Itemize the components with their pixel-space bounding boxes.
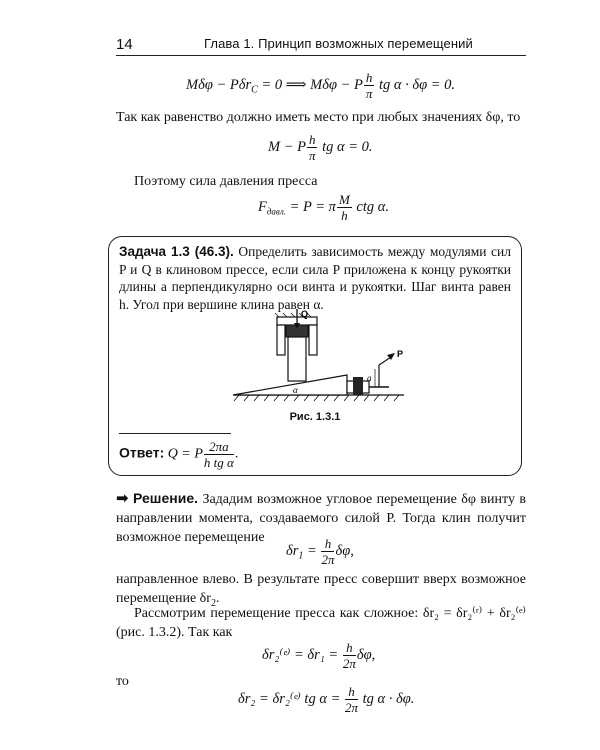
equation-4 <box>286 536 354 567</box>
eq3-fraction <box>337 192 352 223</box>
label-Q: Q <box>301 309 309 319</box>
figure-caption: Рис. 1.3.1 <box>289 411 341 423</box>
eq5-num: h <box>343 640 356 656</box>
eq3-right: ctg α. <box>352 198 389 215</box>
answer-num: 2πa <box>204 439 234 455</box>
eq6-num: h <box>345 684 358 700</box>
solution-text-1: Зададим возможное угловое перемещение δφ винту в направлении момента, создаваемого силой P. Тогда клин получит возможное перемещение <box>116 492 526 545</box>
eq5-fraction <box>343 640 356 671</box>
eq3-sub: давл. <box>266 206 286 217</box>
equation-3 <box>258 192 389 223</box>
task-title: Задача 1.3 (46.3). <box>119 244 234 259</box>
answer <box>119 439 238 470</box>
eq3-den: h <box>341 208 348 223</box>
answer-fraction <box>204 439 234 470</box>
eq4-sub: 1 <box>298 550 304 562</box>
header-rule <box>116 55 526 56</box>
solution-paragraph-3: Рассмотрим перемещение пресса как сложное: δr₂ = δr₂⁽ʳ⁾ + δr₂⁽ᵉ⁾ (рис. 1.3.2). Так как <box>116 606 526 640</box>
eq1-fraction <box>364 70 375 101</box>
eq1-mid: = 0 ⟹ Mδφ − P <box>257 76 363 93</box>
eq1-right: tg α · δφ = 0. <box>375 76 456 93</box>
eq6-fraction <box>345 684 358 715</box>
solution-text-2-sub: 2 <box>210 597 216 609</box>
answer-label: Ответ: <box>119 444 165 461</box>
task-box <box>108 236 522 476</box>
solution-arrow-icon: ➡ <box>116 490 129 507</box>
wedge-press-figure <box>229 309 419 409</box>
eq3-F: F <box>258 198 267 215</box>
eq4-fraction <box>321 536 334 567</box>
eq2-left: M − P <box>268 138 306 155</box>
chapter-title: Глава 1. Принцип возможных перемещений <box>204 36 473 51</box>
task-text: Определить зависимость между модулями сил P и Q в клиновом прессе, если сила P приложена к концу рукоятки длины a перпендикулярно оси винта и рукоятки. Шаг винта равен h. Угол при вершине клина равен α. <box>119 244 512 312</box>
paragraph-2: Поэтому сила давления пресса <box>134 174 318 189</box>
label-a: a <box>367 373 372 383</box>
solution-text-2-end: . <box>215 591 220 606</box>
equation-5 <box>262 640 375 671</box>
eq1-sub: C <box>251 84 258 96</box>
eq5-den: 2π <box>342 656 356 671</box>
word-to: то <box>116 674 129 689</box>
eq5-left: δr₂⁽ᵉ⁾ = δr₁ = <box>262 646 342 663</box>
equation-1 <box>186 70 455 101</box>
eq2-fraction <box>307 132 318 163</box>
eq4-mid: = <box>303 542 321 559</box>
answer-den: h tg α <box>203 455 234 470</box>
answer-rule <box>119 433 231 434</box>
eq2-right: tg α = 0. <box>318 138 373 155</box>
solution-text-2: направленное влево. В результате пресс совершит вверх возможное перемещение δr <box>116 572 526 606</box>
eq2-den: π <box>308 148 316 163</box>
label-alpha: α <box>293 385 298 395</box>
equation-6 <box>238 684 414 715</box>
eq1-den: π <box>365 86 373 101</box>
eq2-num: h <box>308 132 316 147</box>
eq6-left: δr₂ = δr₂⁽ᵉ⁾ tg α = <box>238 690 344 707</box>
page-number: 14 <box>116 36 133 53</box>
eq3-num: M <box>338 192 350 207</box>
equation-2 <box>268 132 373 163</box>
paragraph-1: Так как равенство должно иметь место при любых значениях δφ, то <box>116 110 521 125</box>
solution-label: Решение. <box>133 490 198 506</box>
page-header <box>116 30 526 58</box>
answer-end: . <box>234 446 239 462</box>
task-statement <box>119 243 511 313</box>
label-P: P <box>397 349 404 359</box>
eq5-right: δφ, <box>356 646 376 663</box>
eq1-left: Mδφ − Pδr <box>186 76 252 93</box>
eq4-right: δφ, <box>335 542 354 559</box>
eq4-num: h <box>321 536 334 552</box>
eq4-left: δr <box>286 542 299 559</box>
eq1-num: h <box>365 70 373 85</box>
answer-lhs: Q = P <box>167 446 203 462</box>
eq6-right: tg α · δφ. <box>359 690 415 707</box>
eq6-den: 2π <box>344 700 358 715</box>
eq3-mid: = P = π <box>286 198 336 215</box>
eq4-den: 2π <box>321 552 335 567</box>
